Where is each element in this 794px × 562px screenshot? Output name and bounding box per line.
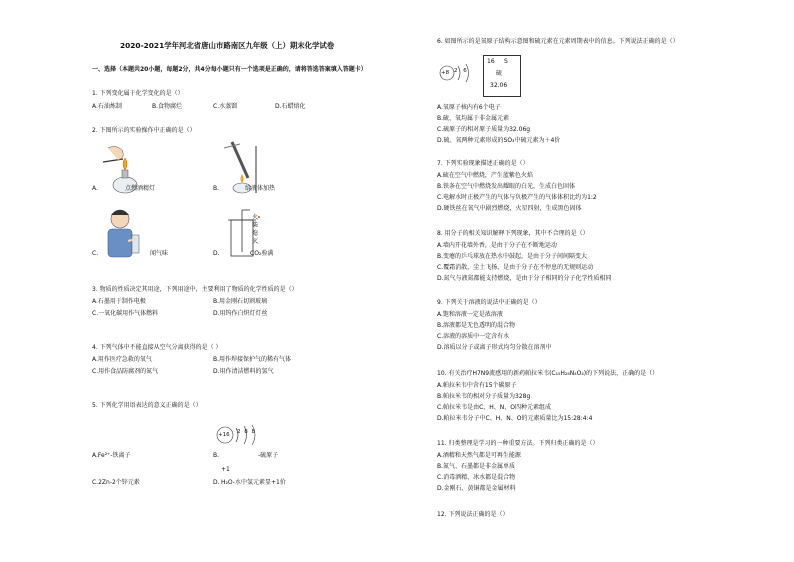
q6-s-name: 硫 [496, 70, 503, 77]
q5-option-d[interactable]: D. [213, 479, 220, 486]
q5-option-a[interactable]: A.Fe²⁺-铁离子 [92, 452, 131, 459]
q11-option-d[interactable]: D.金刚石、黄铜都是金属材料 [437, 485, 516, 492]
q5-stem: 5. 下列化学用语表达的意义正确的是（） [92, 402, 202, 409]
q4-option-c[interactable]: C.用作食品防腐剂的氮气 [92, 368, 159, 375]
q8-option-c[interactable]: C.覆霜消散，尘土飞扬，是由于分子在不停息的无规则运动 [437, 264, 594, 271]
q3-option-d[interactable]: D.用钨作白炽灯灯丝 [213, 310, 268, 317]
q5-d-charge: +1 [221, 466, 230, 473]
q6-s-symbol: S [504, 58, 508, 65]
q10-stem: 10. 有关治疗H7N9流感用的新药帕拉米韦(C₁₅H₂₈N₄O₄)的下列说法，正确的是（） [437, 370, 659, 377]
q6-o-shells: 2 6 [454, 68, 469, 74]
q5-option-b[interactable]: B. [213, 452, 220, 459]
q12-stem: 12. 下列说法正确的是（） [437, 511, 509, 518]
q11-option-c[interactable]: C.消毒酒精、冰水都是混合物 [437, 474, 516, 481]
q2-d-label-1: 火 [252, 214, 259, 221]
q2-d-label-2: 柴 [252, 222, 259, 229]
smell-gas-figure [98, 205, 148, 260]
q3-option-a[interactable]: A.石墨用于制作电极 [92, 298, 146, 305]
q9-stem: 9. 下列关于溶液的说法中正确的是（） [437, 299, 541, 306]
q2-stem: 2. 下图所示的实验操作中正确的是（） [92, 127, 196, 134]
q5-b-caption: -硫原子 [258, 452, 279, 459]
q7-option-d[interactable]: D.硬铁丝在氧气中剧烈燃烧，火星四射，生成黑色固体 [437, 205, 582, 212]
q11-stem: 11. 归类整理是学习的一种重要方法。下列归类正确的是（） [437, 440, 599, 447]
q2-option-c[interactable]: C. [92, 250, 99, 257]
q5-atom-shells: 2 8 8 [237, 429, 256, 435]
section-heading: 一、选择（本题共20小题，每题2分，共4分每小题只有一个选项是正确的，请将答选答案填入答题卡） [92, 66, 367, 73]
q6-s-number: 16 [487, 58, 495, 65]
q1-option-c[interactable]: C.水蒸馏 [213, 103, 238, 110]
q5-d-formula: H₂O-水中氢元素显+1价 [221, 479, 286, 486]
q6-option-b[interactable]: B.硫、氧均属于非金属元素 [437, 115, 510, 122]
q7-stem: 7. 下列实验现象描述正确的是（） [437, 160, 529, 167]
q9-option-c[interactable]: C.溶液的溶质中一定含有水 [437, 333, 510, 340]
q8-stem: 8. 用分子的相关知识解释下列现象，其中不合理的是（） [437, 230, 589, 237]
q7-option-a[interactable]: A.硫在空气中燃烧，产生蓝紫色火焰 [437, 172, 533, 179]
q2-b-caption: 给液体加热 [245, 185, 276, 192]
q3-option-b[interactable]: B.用金刚石切割玻璃 [213, 298, 268, 305]
paper-title: 2020-2021学年河北省唐山市路南区九年级（上）期末化学试卷 [120, 41, 335, 50]
q3-option-c[interactable]: C.一氧化碳用作气体燃料 [92, 310, 159, 317]
q4-option-b[interactable]: B.用作焊接保护气的稀有气体 [213, 356, 292, 363]
q9-option-d[interactable]: D.溶质以分子或离子形式均匀分散在溶剂中 [437, 344, 552, 351]
q11-option-b[interactable]: B.氮气、石墨都是非金属单质 [437, 463, 516, 470]
q2-a-caption: 点燃酒精灯 [125, 185, 156, 192]
q6-s-mass: 32.06 [490, 82, 508, 89]
q5-option-c[interactable]: C.2Zn-2个锌元素 [92, 479, 140, 486]
q2-d-caption: CO₂验满 [250, 250, 274, 257]
q8-option-a[interactable]: A.墙内开花墙外香，是由于分子在不断地运动 [437, 242, 557, 249]
q7-option-c[interactable]: C.电解水时正极产生的气体与负极产生的气体体积比约为1:2 [437, 194, 597, 201]
q10-option-b[interactable]: B.帕拉米韦的相对分子质量为328g [437, 393, 531, 400]
q6-option-c[interactable]: C.硫原子的相对原子质量为32.06g [437, 126, 531, 133]
q9-option-b[interactable]: B.溶液都是无色透明的混合物 [437, 322, 516, 329]
q11-option-a[interactable]: A.酒精和天然气都是可再生能源 [437, 452, 521, 459]
q1-option-a[interactable]: A.石油炼制 [92, 103, 122, 110]
q7-option-b[interactable]: B.铁条在空气中燃烧发出耀眼的白光，生成白色固体 [437, 183, 576, 190]
q2-option-b[interactable]: B. [213, 185, 220, 192]
q1-stem: 1. 下列变化属于化学变化的是（） [92, 90, 184, 97]
q8-option-b[interactable]: B.变瘪的乒乓球放在热水中鼓起，是由于分子间间隔变大 [437, 253, 588, 260]
q9-option-a[interactable]: A.饱和溶液一定是浓溶液 [437, 311, 503, 318]
q3-stem: 3. 物质的性质决定其用途，下列用途中，主要利用了物质的化学性质的是（） [92, 286, 298, 293]
q10-option-a[interactable]: A.帕拉米韦中含有15个碳原子 [437, 382, 517, 389]
q6-option-a[interactable]: A.氧原子核内有6个电子 [437, 104, 501, 111]
q10-option-c[interactable]: C.帕拉米韦是由C、H、N、O四种元素组成 [437, 404, 552, 411]
q2-d-label-3: 熄 [252, 230, 259, 237]
q5-atom-nucleus: +16 [218, 432, 230, 438]
q4-option-d[interactable]: D.用作清洁燃料的氢气 [213, 368, 274, 375]
q4-option-a[interactable]: A.用作医疗急救的氧气 [92, 356, 152, 363]
q2-option-a[interactable]: A. [92, 185, 98, 192]
q6-option-d[interactable]: D.硫、氧两种元素形成的SO₃中硫元素为＋4价 [437, 137, 561, 144]
q10-option-d[interactable]: D.帕拉米韦分子中C、H、N、O的元素质量比为15:28:4:4 [437, 415, 593, 422]
q4-stem: 4. 下列气体中不能直接从空气分离获得的是（ ） [92, 344, 222, 351]
q8-option-d[interactable]: D.氮气与液氮都能支持燃烧，是由于分子相同的分子化学性质相同 [437, 275, 612, 282]
q1-option-d[interactable]: D.石蜡熔化 [275, 103, 306, 110]
q6-o-nucleus: +8 [441, 70, 450, 76]
q2-option-d[interactable]: D. [213, 250, 220, 257]
q2-d-label-4: 灭 [252, 238, 259, 245]
q1-option-b[interactable]: B.食物腐烂 [152, 103, 183, 110]
q6-stem: 6. 如图所示的是氧原子结构示意图和硫元素在元素周期表中的信息。下列说法正确的是（） [437, 38, 679, 45]
q2-c-caption: 闻气味 [150, 250, 169, 257]
